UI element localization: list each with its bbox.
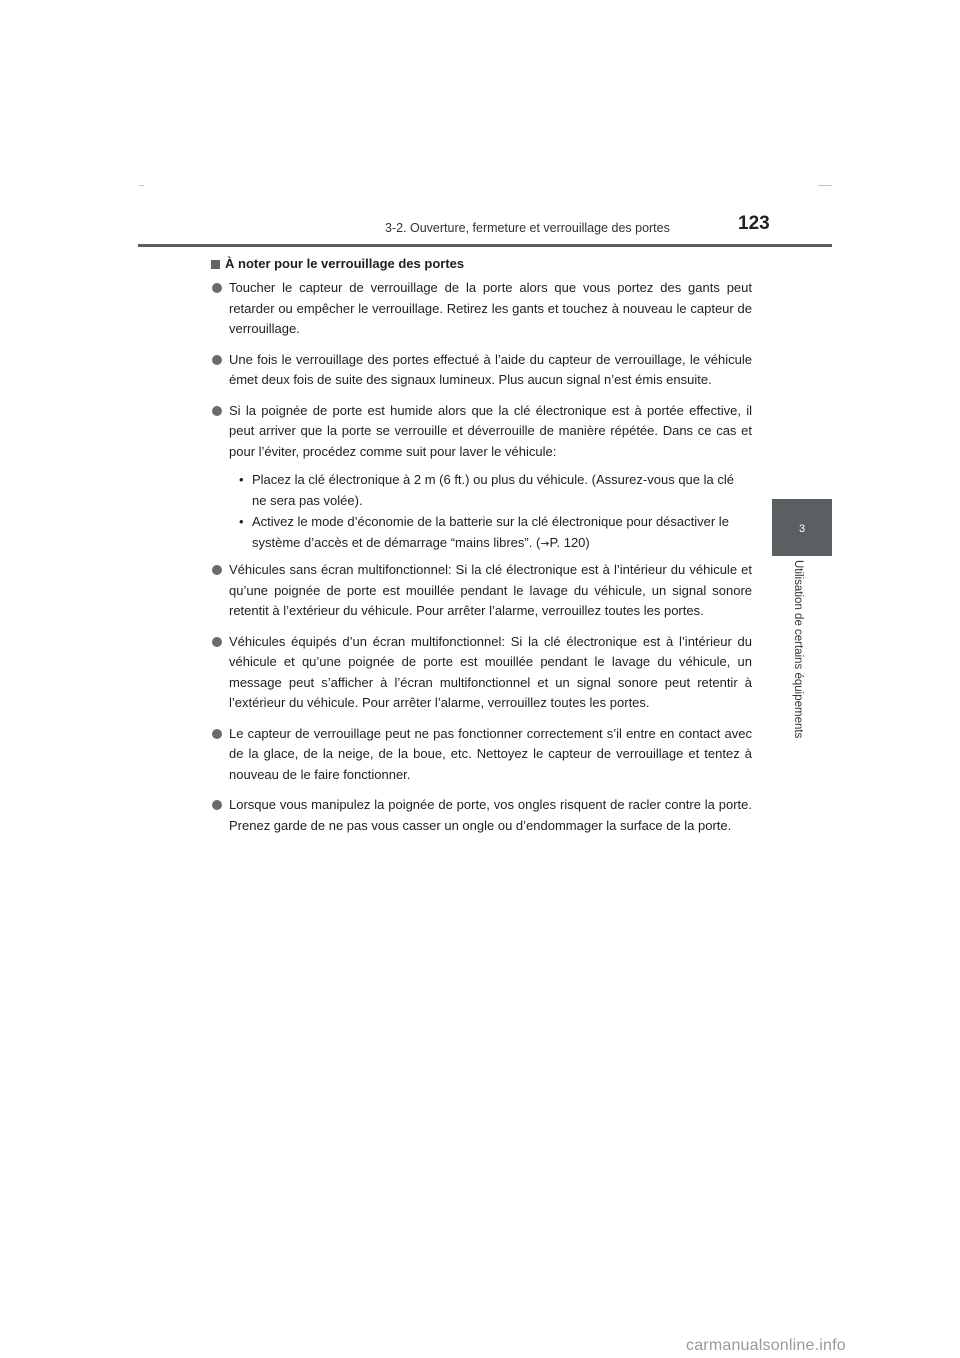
note-item-text: Véhicules sans écran multifonctionnel: Si la clé électronique est à l’intérieur du véhicule et qu’une poignée de porte est mouillée pendant le lavage du véhicule, un signal sonore retentit à l’extérieur du véhicule. Pour arrêter l’alarme, verrouillez toutes les portes. (229, 562, 752, 618)
crop-mark-left (139, 185, 144, 186)
note-item-2 (211, 350, 752, 391)
square-icon (211, 260, 220, 269)
note-item-1 (211, 278, 752, 340)
note-item-7 (211, 795, 752, 836)
note-item-text: Lorsque vous manipulez la poignée de porte, vos ongles risquent de racler contre la porte. Prenez garde de ne pas vous casser un ongle ou d’endommager la surface de la porte. (229, 797, 752, 833)
washing-step-1 (229, 470, 752, 511)
chapter-number: 3 (798, 523, 806, 535)
circle-bullet-icon (212, 637, 222, 647)
watermark: carmanualsonline.info (686, 1337, 846, 1354)
notes-heading (211, 254, 752, 274)
circle-bullet-icon (212, 729, 222, 739)
note-item-text: Le capteur de verrouillage peut ne pas fonctionner correctement s’il entre en contact avec de la glace, de la neige, de la boue, etc. Nettoyez le capteur de verrouillage et tentez à nouveau de le faire fonctionner. (229, 725, 752, 782)
dot-bullet-icon: • (239, 472, 244, 487)
page-reference-link[interactable]: P. 120) (549, 534, 590, 550)
circle-bullet-icon (212, 283, 222, 293)
washing-step-text: Activez le mode d’économie de la batterie sur la clé électronique pour désactiver le système d’accès et de démarrage “mains libres”. ( (252, 514, 729, 550)
notes-heading-text: À noter pour le verrouillage des portes (225, 256, 465, 271)
dot-bullet-icon: • (239, 514, 244, 529)
washing-step-text: Placez la clé électronique à 2 m (6 ft.) ou plus du véhicule. (Assurez-vous que la clé ne sera pas volée). (252, 472, 734, 508)
washing-steps (229, 470, 752, 554)
note-item-text: Véhicules équipés d’un écran multifonctionnel: Si la clé électronique est à l’intérieur du véhicule et qu’une poignée de porte est mouillée pendant le lavage du véhicule, un message peut s’afficher à l’écran multifonctionnel et un signal sonore peut retentir à l’extérieur du véhicule. Pour arrêter l’alarme, verrouillez toutes les portes. (229, 633, 752, 710)
note-item-5 (211, 632, 752, 714)
circle-bullet-icon (212, 406, 222, 416)
circle-bullet-icon (212, 565, 222, 575)
header-rule (138, 244, 832, 247)
note-item-4 (211, 560, 752, 622)
notes-section (211, 254, 752, 846)
note-item-text: Toucher le capteur de verrouillage de la porte alors que vous portez des gants peut retarder ou empêcher le verrouillage. Retirez les gants et touchez à nouveau le capteur de verrouillage. (229, 280, 752, 336)
page-number: 123 (738, 213, 770, 234)
circle-bullet-icon (212, 355, 222, 365)
chapter-tab (772, 499, 832, 556)
washing-step-2 (229, 512, 752, 554)
section-title: 3-2. Ouverture, fermeture et verrouillage des portes (385, 221, 670, 235)
note-item-6 (211, 724, 752, 786)
circle-bullet-icon (212, 800, 222, 810)
arrow-right-icon: → (540, 536, 550, 550)
note-item-3 (211, 401, 752, 463)
note-item-text: Une fois le verrouillage des portes effectué à l’aide du capteur de verrouillage, le véhicule émet deux fois de suite des signaux lumineux. Plus aucun signal n’est émis ensuite. (229, 351, 752, 387)
note-item-text: Si la poignée de porte est humide alors que la clé électronique est à portée effective, il peut arriver que la porte se verrouille et déverrouille de manière répétée. Dans ce cas et pour l’éviter, procédez comme suit pour laver le véhicule: (229, 402, 752, 459)
crop-mark-right (818, 185, 832, 186)
chapter-label: Utilisation de certains équipements (792, 560, 804, 739)
